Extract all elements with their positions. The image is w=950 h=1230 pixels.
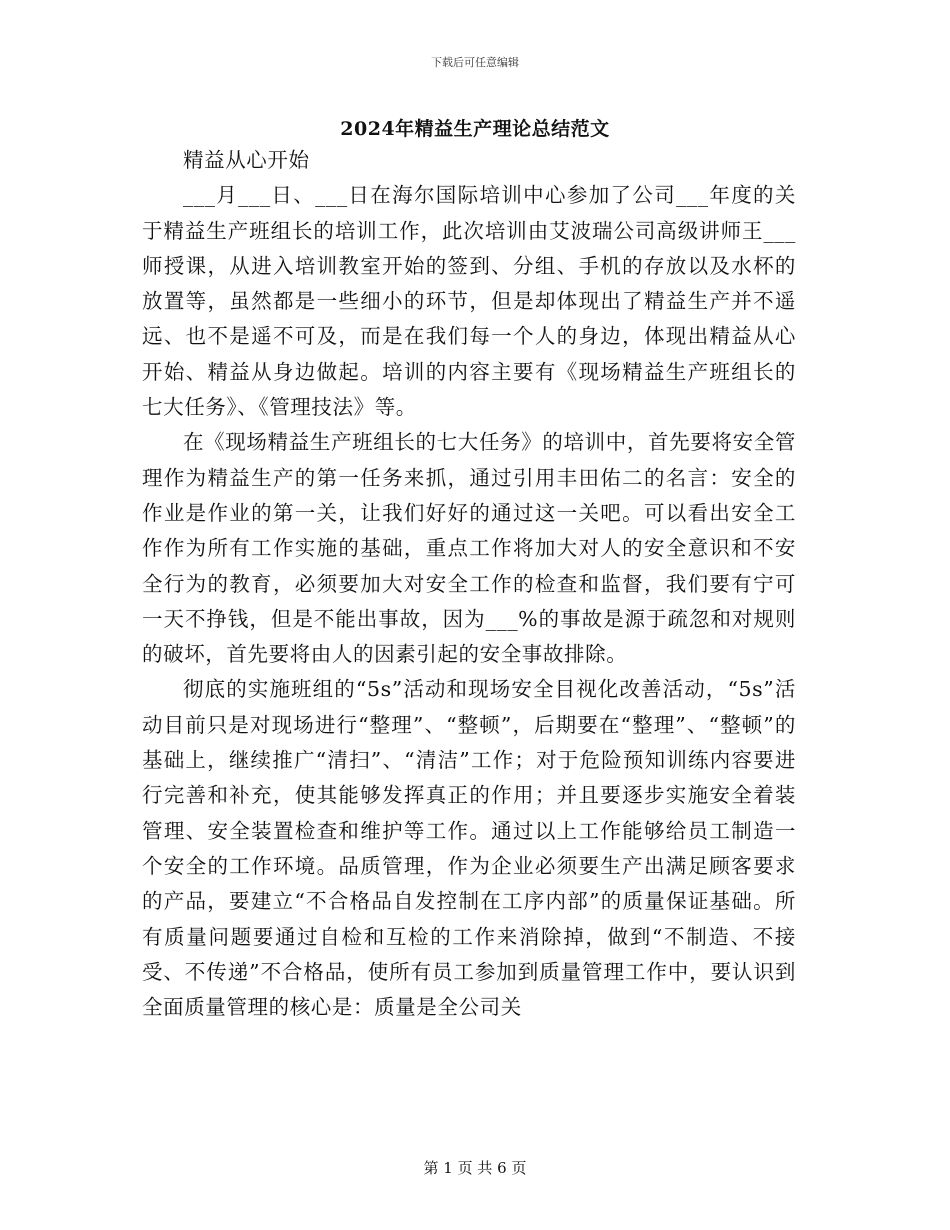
document-body [142,143,796,1025]
header-note: 下载后可任意编辑 [431,56,519,69]
document-title: 2024年精益生产理论总结范文 [340,118,610,140]
body-paragraph: 彻底的实施班组的“5s”活动和现场安全目视化改善活动，“5s”活动目前只是对现场进行“整理”、“整顿”，后期要在“整理”、“整顿”的基础上，继续推广“清扫”、“清洁”工作；对于危险预知训练内容要进行完善和补充，使其能够发挥真正的作用；并且要逐步实施安全着装管理、安全装置检查和维护等工作。通过以上工作能够给员工制造一个安全的工作环境。品质管理，作为企业必须要生产出满足顾客要求的产品，要建立“不合格品自发控制在工序内部”的质量保证基础。所有质量问题要通过自检和互检的工作来消除掉，做到“不制造、不接受、不传递”不合格品，使所有员工参加到质量管理工作中，要认识到全面质量管理的核心是：质量是全公司关 [142,677,796,1020]
subtitle-paragraph: 精益从心开始 [183,148,310,172]
page-number-footer: 第 1 页 共 6 页 [423,1159,527,1177]
body-paragraph: 在《现场精益生产班组长的七大任务》的培训中，首先要将安全管理作为精益生产的第一任务来抓，通过引用丰田佑二的名言：安全的作业是作业的第一关，让我们好好的通过这一关吧。可以看出安全工作作为所有工作实施的基础，重点工作将加大对人的安全意识和不安全行为的教育，必须要加大对安全工作的检查和监督，我们要有宁可一天不挣钱，但是不能出事故，因为___%的事故是源于疏忽和对规则的破坏，首先要将由人的因素引起的安全事故排除。 [142,430,796,667]
body-paragraph: ___月___日、___日在海尔国际培训中心参加了公司___年度的关于精益生产班组长的培训工作，此次培训由艾波瑞公司高级讲师王___师授课，从进入培训教室开始的签到、分组、手机的存放以及水杯的放置等，虽然都是一些细小的环节，但是却体现出了精益生产并不遥远、也不是遥不可及，而是在我们每一个人的身边，体现出精益从心开始、精益从身边做起。培训的内容主要有《现场精益生产班组长的七大任务》、《管理技法》等。 [142,183,796,420]
